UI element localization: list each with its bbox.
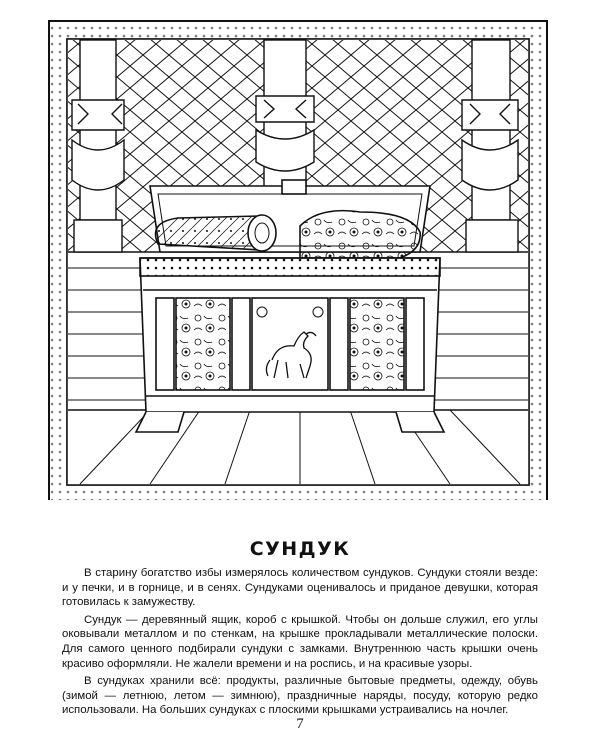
- paragraph: В старину богатство избы измерялось количеством сундуков. Сундуки стояли везде: и у печки, и в горнице, и в сенях. Сундуками оценивалось и приданое девушки, которая готовилась к замужеству.: [62, 567, 538, 609]
- embroidered-pillow: [300, 211, 420, 258]
- paragraph: В сундуках хранили всё: продукты, различные бытовые предметы, одежду, обувь (зимой — летнюю, летом — зимнюю), праздничные наряды, посуду, которую редко использовали. На больших сундуках с плоскими крышками устраивались на ночлег.: [62, 675, 538, 717]
- column-left: [72, 40, 124, 252]
- page-number: 7: [296, 716, 304, 732]
- column-middle: [256, 40, 314, 190]
- horse-panel: [252, 298, 328, 390]
- chest-lock-plate: [282, 180, 306, 194]
- page-title: СУНДУК: [249, 538, 351, 560]
- paragraph: Сундук — деревянный ящик, короб с крышкой. Чтобы он дольше служил, его углы оковывали металлом и по стенкам, на крышке прокладывали металлические полоски. Для самого ценного подбирали сундуки с замками. Внутреннюю часть крышки очень красиво оформляли. Не жалели времени и на роспись, и на красивые узоры.: [62, 613, 538, 670]
- article-text: [62, 566, 538, 718]
- chest: [136, 180, 444, 432]
